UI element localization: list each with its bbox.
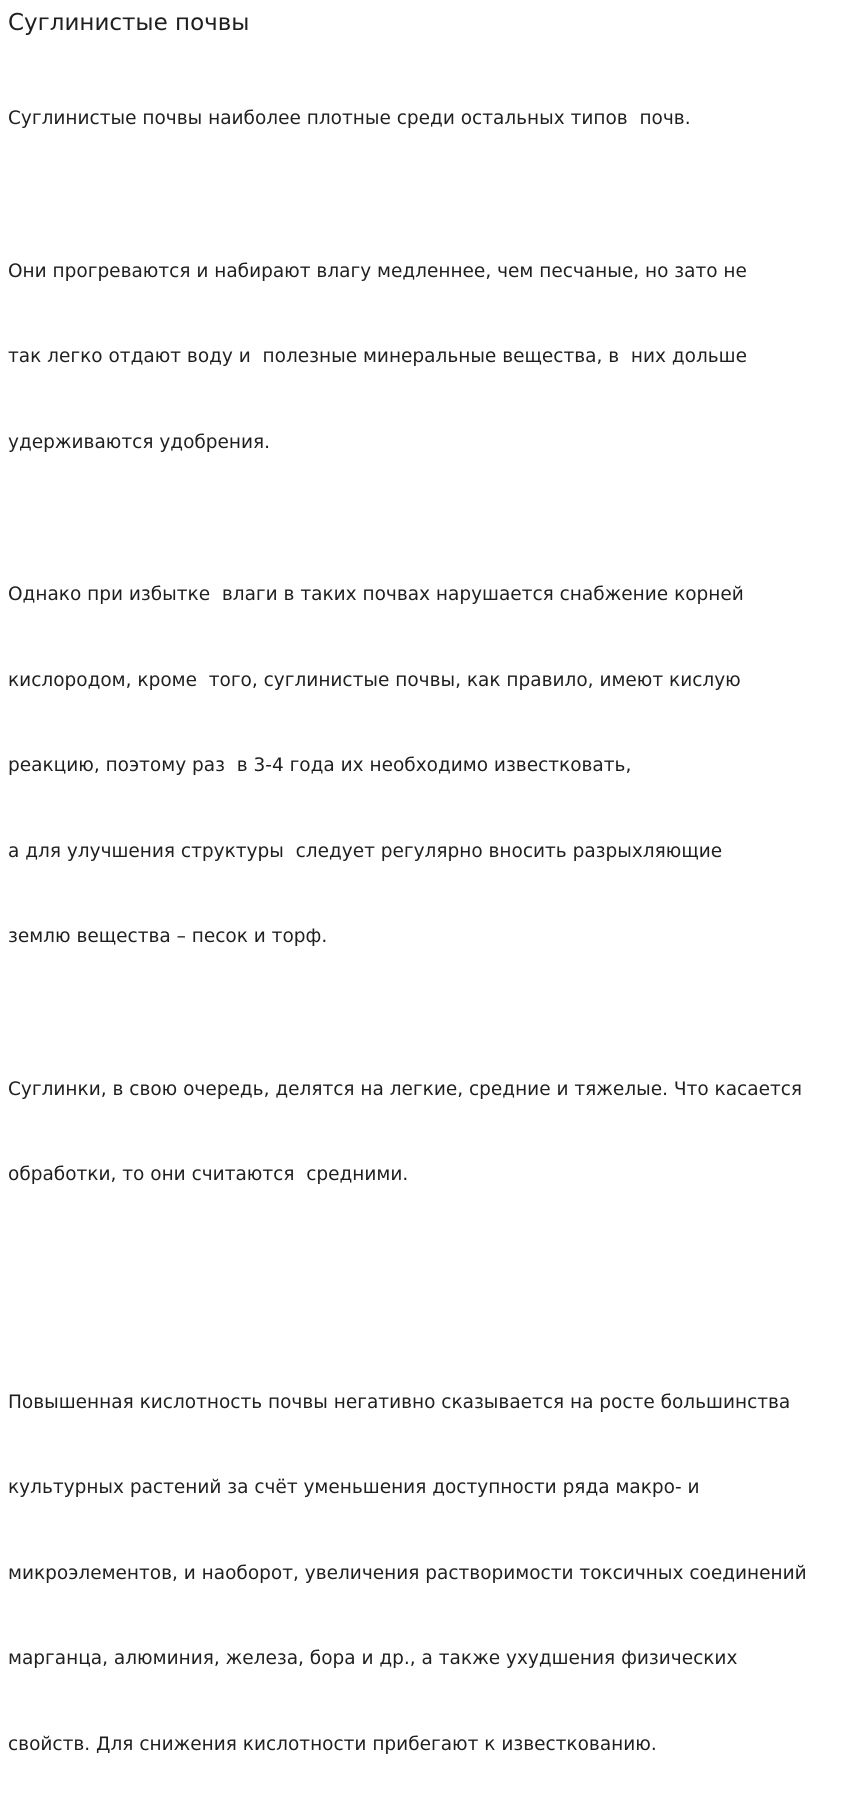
paragraph-line: марганца, алюминия, железа, бора и др., а также ухудшения физических — [8, 1645, 839, 1674]
spacer — [8, 1257, 839, 1332]
paragraph-line: реакцию, поэтому раз в 3-4 года их необходимо известковать, — [8, 752, 839, 781]
paragraph-care — [8, 524, 839, 1009]
paragraph-line: так легко отдают воду и полезные минеральные вещества, в них дольше — [8, 343, 839, 372]
paragraph-line: удерживаются удобрения. — [8, 429, 839, 458]
paragraph-types — [8, 1019, 839, 1247]
paragraph-line: Суглинки, в свою очередь, делятся на легкие, средние и тяжелые. Что касается — [8, 1076, 839, 1105]
page-title: Суглинистые почвы — [8, 8, 839, 38]
paragraph-line: обработки, то они считаются средними. — [8, 1161, 839, 1190]
paragraph-intro — [8, 48, 839, 191]
paragraph-line: Повышенная кислотность почвы негативно сказывается на росте большинства — [8, 1389, 839, 1418]
paragraph-line: кислородом, кроме того, суглинистые почвы, как правило, имеют кислую — [8, 667, 839, 696]
document-page — [0, 0, 847, 818]
paragraph-acidity — [8, 1332, 839, 1816]
paragraph-line: культурных растений за счёт уменьшения доступности ряда макро- и — [8, 1474, 839, 1503]
paragraph-line: свойств. Для снижения кислотности прибегают к известкованию. — [8, 1731, 839, 1760]
paragraph-properties — [8, 201, 839, 515]
paragraph-line: Они прогреваются и набирают влагу медленнее, чем песчаные, но зато не — [8, 258, 839, 287]
paragraph-line: Однако при избытке влаги в таких почвах нарушается снабжение корней — [8, 581, 839, 610]
paragraph-line: а для улучшения структуры следует регулярно вносить разрыхляющие — [8, 838, 839, 867]
paragraph-line: Суглинистые почвы наиболее плотные среди остальных типов почв. — [8, 105, 839, 134]
paragraph-line: землю вещества – песок и торф. — [8, 923, 839, 952]
paragraph-line: микроэлементов, и наоборот, увеличения растворимости токсичных соединений — [8, 1560, 839, 1589]
